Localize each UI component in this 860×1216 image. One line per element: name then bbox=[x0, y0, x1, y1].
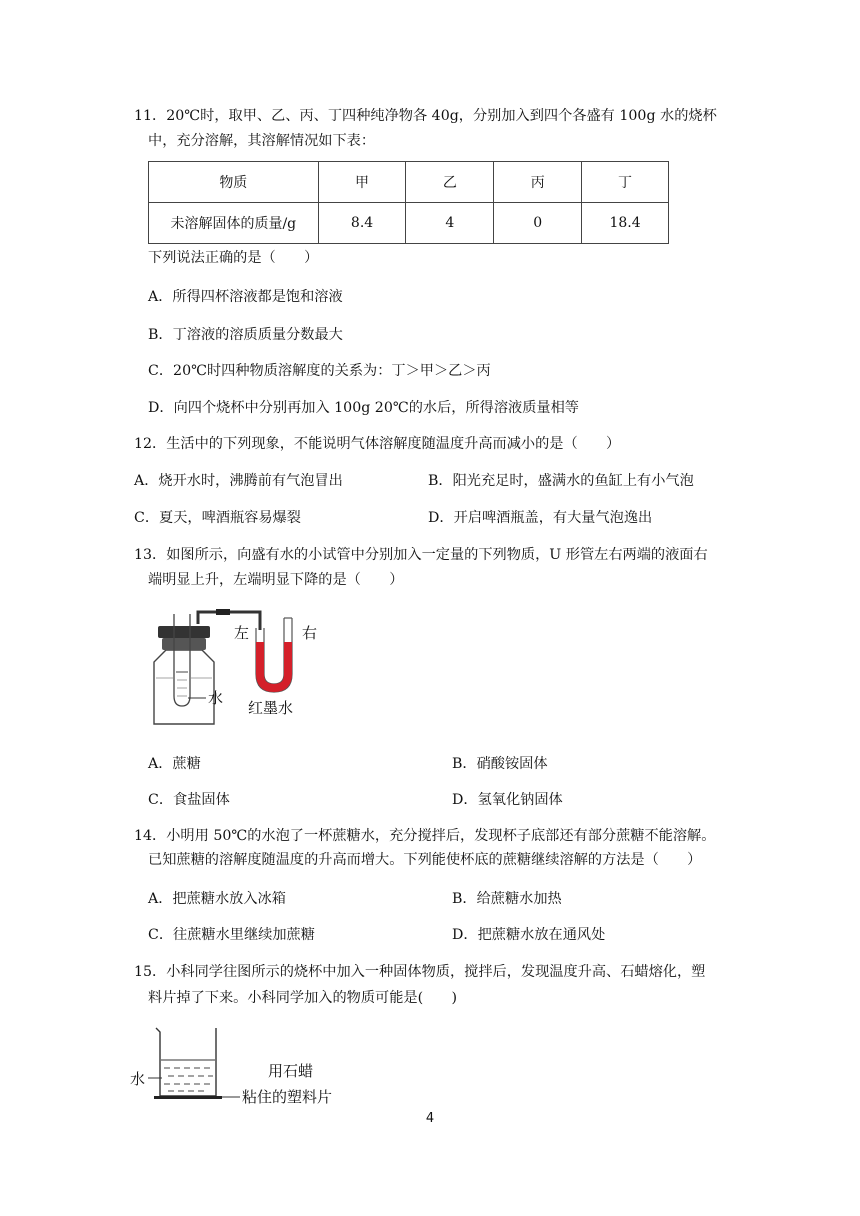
q13-option-a: A．蔗糖 bbox=[148, 756, 201, 772]
q13-option-c: C．食盐固体 bbox=[148, 792, 230, 808]
bottle-outline bbox=[154, 650, 214, 724]
q13-stem-line2: 端明显上升，左端明显下降的是（ ） bbox=[148, 572, 404, 588]
q13-stem-line1: 13．如图所示，向盛有水的小试管中分别加入一定量的下列物质，U 形管左右两端的液面右 bbox=[134, 547, 708, 563]
label-right: 右 bbox=[302, 624, 318, 642]
solubility-table bbox=[148, 161, 669, 244]
q11-prompt: 下列说法正确的是（ ） bbox=[148, 250, 319, 266]
plastic-sheet bbox=[154, 1096, 222, 1099]
q14-option-b: B．给蔗糖水加热 bbox=[452, 891, 562, 907]
q12-option-a: A．烧开水时，沸腾前有气泡冒出 bbox=[134, 473, 343, 489]
table-cell: 未溶解固体的质量/g bbox=[149, 203, 319, 244]
q14-option-c: C．往蔗糖水里继续加蔗糖 bbox=[148, 927, 315, 943]
q14-option-d: D．把蔗糖水放在通风处 bbox=[452, 927, 606, 943]
q11-stem-line2: 中，充分溶解，其溶解情况如下表： bbox=[148, 133, 376, 149]
label-red-ink: 红墨水 bbox=[248, 699, 294, 717]
q15-stem-line2: 料片掉了下来。小科同学加入的物质可能是( ) bbox=[148, 990, 458, 1006]
q11-option-d: D．向四个烧杯中分别再加入 100g 20℃的水后，所得溶液质量相等 bbox=[148, 400, 579, 416]
q12-option-d: D．开启啤酒瓶盖，有大量气泡逸出 bbox=[428, 510, 653, 526]
table-row bbox=[149, 203, 669, 244]
label-wax: 用石蜡 bbox=[268, 1062, 314, 1080]
q12-option-b: B．阳光充足时，盛满水的鱼缸上有小气泡 bbox=[428, 473, 694, 489]
q11-option-a: A．所得四杯溶液都是饱和溶液 bbox=[148, 289, 343, 305]
table-cell: 0 bbox=[494, 203, 582, 244]
beaker-figure bbox=[128, 1024, 358, 1104]
table-cell: 乙 bbox=[406, 162, 494, 203]
q11-option-b: B．丁溶液的溶质质量分数最大 bbox=[148, 327, 343, 343]
table-cell: 物质 bbox=[149, 162, 319, 203]
table-cell: 丙 bbox=[494, 162, 582, 203]
label-water: 水 bbox=[208, 689, 224, 707]
q14-option-a: A．把蔗糖水放入冰箱 bbox=[148, 891, 286, 907]
q13-option-d: D．氢氧化钠固体 bbox=[452, 792, 563, 808]
q15-stem-line1: 15．小科同学往图所示的烧杯中加入一种固体物质，搅拌后，发现温度升高、石蜡熔化，塑 bbox=[134, 964, 706, 980]
beaker-outline bbox=[156, 1028, 216, 1096]
stopper-top bbox=[158, 626, 210, 638]
table-cell: 丁 bbox=[582, 162, 669, 203]
table-cell: 甲 bbox=[318, 162, 406, 203]
table-header-row bbox=[149, 162, 669, 203]
label-water: 水 bbox=[130, 1070, 146, 1088]
q12-option-c: C．夏天，啤酒瓶容易爆裂 bbox=[134, 510, 301, 526]
stopper-bottom bbox=[162, 638, 206, 650]
label-plastic-sheet: 粘住的塑料片 bbox=[242, 1088, 333, 1104]
label-left: 左 bbox=[234, 624, 250, 642]
tube-joint bbox=[216, 609, 230, 615]
table-cell: 18.4 bbox=[582, 203, 669, 244]
q12-stem: 12．生活中的下列现象，不能说明气体溶解度随温度升高而减小的是（ ） bbox=[134, 436, 621, 452]
u-tube-apparatus-figure bbox=[140, 600, 320, 730]
table-cell: 4 bbox=[406, 203, 494, 244]
q14-stem-line1: 14．小明用 50℃的水泡了一杯蔗糖水，充分搅拌后，发现杯子底部还有部分蔗糖不能溶解。 bbox=[134, 828, 716, 844]
q11-stem-line1: 11．20℃时，取甲、乙、丙、丁四种纯净物各 40g，分别加入到四个各盛有 100g 水的烧杯 bbox=[134, 108, 717, 124]
q13-option-b: B．硝酸铵固体 bbox=[452, 756, 548, 772]
page-number: 4 bbox=[425, 1111, 435, 1126]
table-cell: 8.4 bbox=[318, 203, 406, 244]
q11-option-c: C．20℃时四种物质溶解度的关系为：丁＞甲＞乙＞丙 bbox=[148, 363, 491, 379]
q14-stem-line2: 已知蔗糖的溶解度随温度的升高而增大。下列能使杯底的蔗糖继续溶解的方法是（ ） bbox=[148, 852, 702, 868]
